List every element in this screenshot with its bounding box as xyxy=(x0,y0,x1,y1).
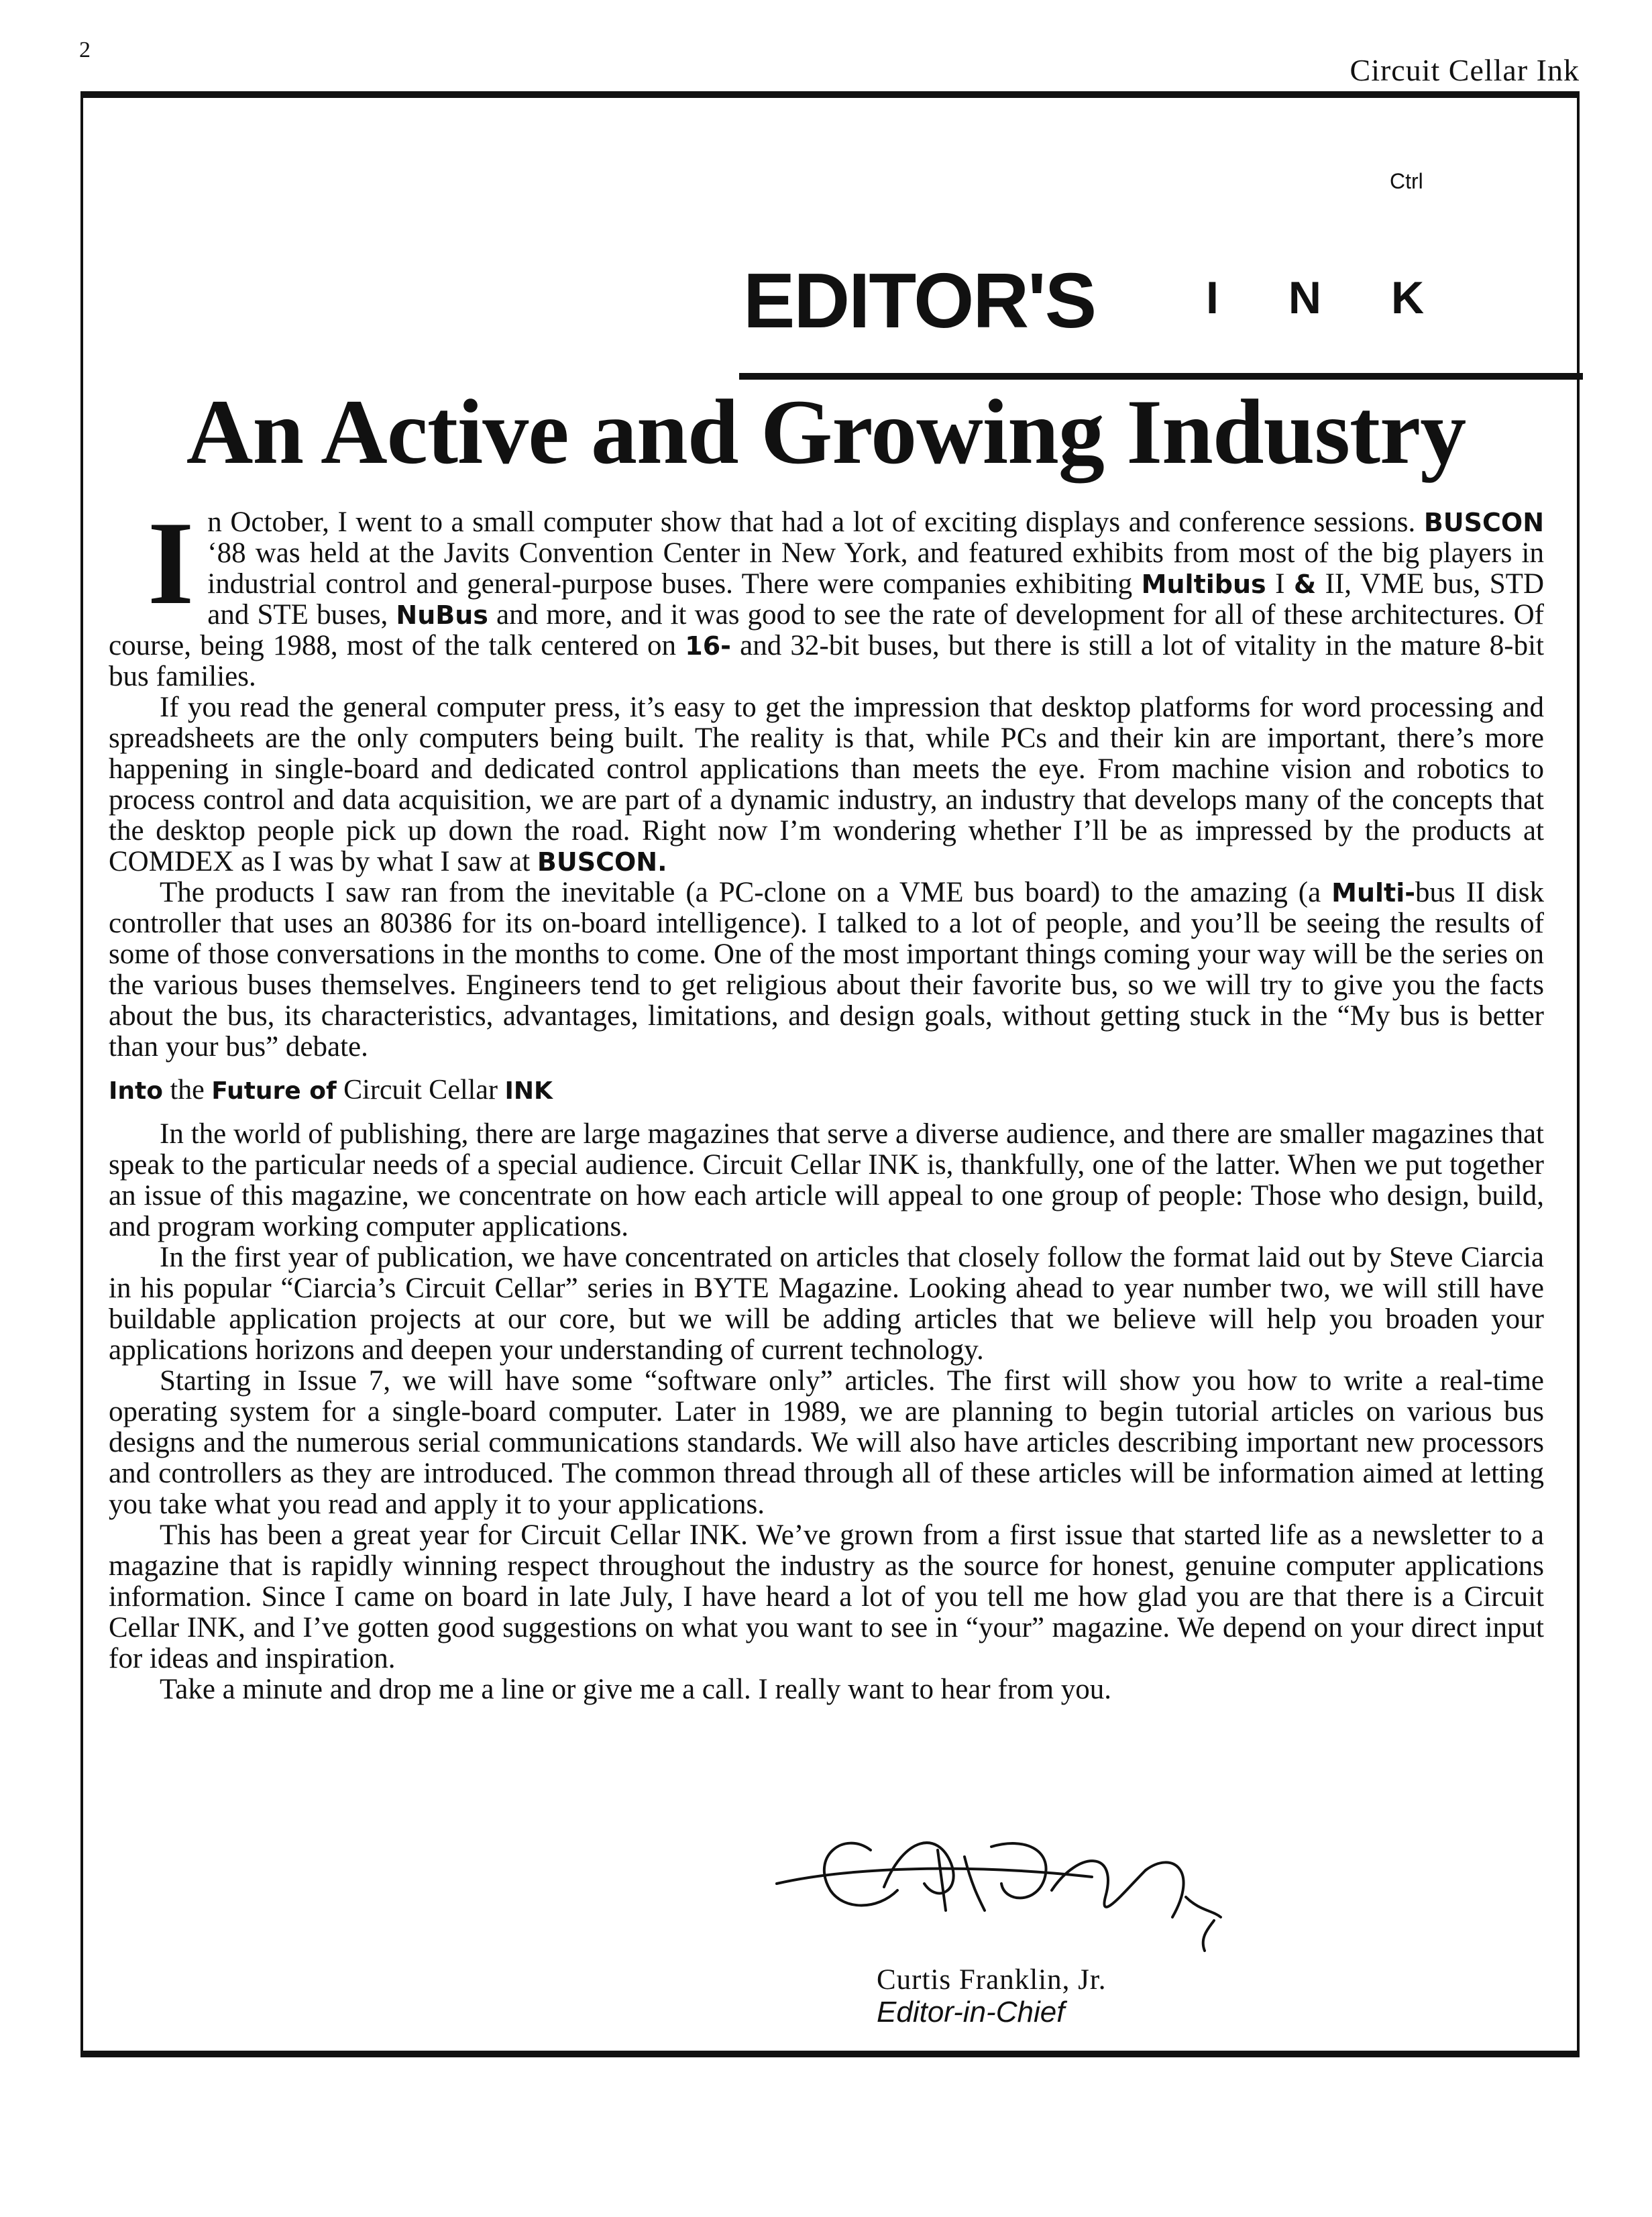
paragraph-8: Take a minute and drop me a line or give me a call. I really want to hear from you. xyxy=(160,1674,1112,1705)
column-title-editors: EDITOR'S xyxy=(743,257,1096,344)
running-head: Circuit Cellar Ink xyxy=(1350,53,1580,87)
paragraph-1: In October, I went to a small computer show that had a lot of exciting displays and conference sessions. BUSCON ‘88 was held at the Javits Convention Center in New York, and featured exhibits from most of the big players in industrial control and general-purpose buses. There were companies exhibiting Multibus I & II, VME bus, STD and STE buses, NuBus and more, and it was good to see the rate of development for all of these architectures. Of course, being 1988, most of the talk centered on 16- and 32-bit buses, but there is still a lot of vitality in the mature 8-bit bus families. xyxy=(109,496,1545,692)
column-title xyxy=(743,257,1494,344)
signature-title: Editor-in-Chief xyxy=(877,1996,1065,2029)
paragraph-4: In the world of publishing, there are large magazines that serve a diverse audience, and there are smaller magazines that speak to the particular needs of a special audience. Circuit Cellar INK is, thankfully, one of the latter. When we put together an issue of this magazine, we concentrate on how each article will appeal to one group of people: Those who design, build, and program working computer applications. xyxy=(109,1118,1544,1242)
article-body xyxy=(109,496,1545,1705)
signature xyxy=(770,1810,1233,1964)
signature-name: Curtis Franklin, Jr. xyxy=(877,1964,1107,1996)
drop-cap: I xyxy=(148,496,195,629)
paragraph-2: If you read the general computer press, it’s easy to get the impression that desktop platforms for word processing and spreadsheets are the only computers being built. The reality is that, while PCs and their kin are important, there’s more happening in single-board and dedicated control applications than meets the eye. From machine vision and robotics to process control and data acquisition, we are part of a dynamic industry, an industry that develops many of the concepts that the desktop people pick up down the road. Right now I’m wondering whether I’ll be as impressed by the products at COMDEX as I was by what I saw at BUSCON. xyxy=(109,692,1544,877)
paragraph-7: This has been a great year for Circuit Cellar INK. We’ve grown from a first issue that started life as a newsletter to a magazine that is rapidly winning respect throughout the industry as the source for honest, genuine computer applications information. Since I came on board in late July, I have heard a lot of you tell me how glad you are that there is a Circuit Cellar INK, and I’ve gotten good suggestions on what you want to see in “your” magazine. We depend on your direct input for ideas and inspiration. xyxy=(109,1519,1544,1674)
title-rule xyxy=(739,373,1583,380)
ctrl-tag: Ctrl xyxy=(1390,169,1423,193)
column-title-ink: INK xyxy=(1206,272,1494,323)
subhead: Into the Future of Circuit Cellar INK xyxy=(109,1075,553,1105)
paragraph-5: In the first year of publication, we have concentrated on articles that closely follow the format laid out by Steve Ciarcia in his popular “Ciarcia’s Circuit Cellar” series in BYTE Magazine. Looking ahead to year number two, we will still have buildable application projects at our core, but we will be adding articles that we believe will help you broaden your applications horizons and deepen your understanding of current technology. xyxy=(109,1242,1544,1366)
page-number: 2 xyxy=(79,38,91,62)
paragraph-3: The products I saw ran from the inevitable (a PC-clone on a VME bus board) to the amazing (a Multi-bus II disk controller that uses an 80386 for its on-board intelligence). I talked to a lot of people, and you’ll be seeing the results of some of those conversations in the months to come. One of the most important things coming your way will be the series on the various buses themselves. Engineers tend to get religious about their favorite bus, so we will try to give you the facts about the bus, its characteristics, advantages, limitations, and design goals, without getting stuck in the “My bus is better than your bus” debate. xyxy=(109,877,1544,1063)
paragraph-6: Starting in Issue 7, we will have some “software only” articles. The first will show you how to write a real-time operating system for a single-board computer. Later in 1989, we are planning to begin tutorial articles on various bus designs and the numerous serial communications standards. We will also have articles describing important new processors and controllers as they are introduced. The common thread through all of these articles will be information aimed at letting you take what you read and apply it to your applications. xyxy=(109,1365,1544,1520)
headline: An Active and Growing Industry xyxy=(186,380,1466,483)
